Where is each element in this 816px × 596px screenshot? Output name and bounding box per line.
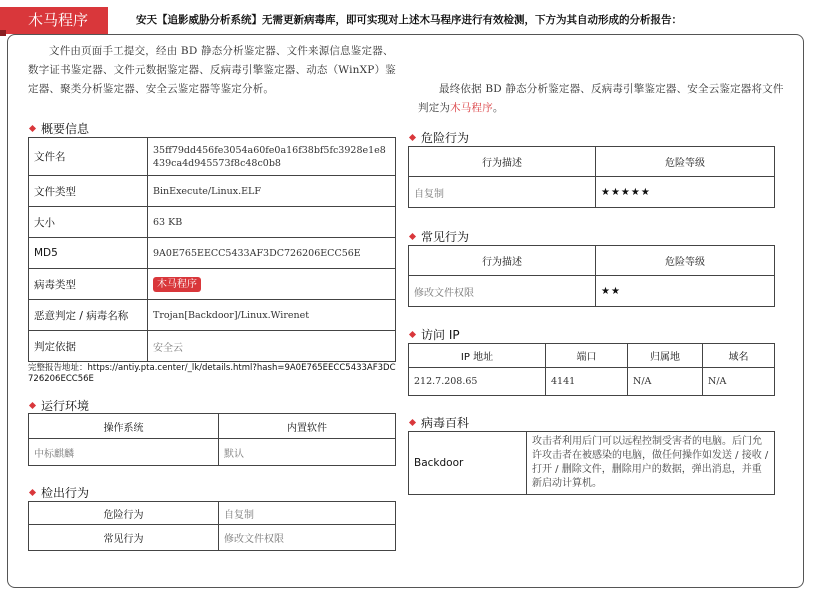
table-row bbox=[409, 432, 775, 495]
intro-right: 最终依据 BD 静态分析鉴定器、反病毒引擎鉴定器、安全云鉴定器将文件判定为木马程序。 bbox=[418, 83, 784, 114]
common-table bbox=[408, 245, 775, 307]
table-row bbox=[409, 177, 775, 208]
port-value: 4141 bbox=[546, 368, 628, 396]
table-header-row bbox=[29, 414, 396, 439]
os-value: 中标麒麟 bbox=[29, 439, 219, 466]
bullet-icon bbox=[29, 125, 36, 132]
col-software: 内置软件 bbox=[219, 414, 396, 439]
common-value: 修改文件权限 bbox=[219, 525, 396, 551]
bullet-icon bbox=[409, 134, 416, 141]
table-row bbox=[29, 331, 396, 362]
col-region: 归属地 bbox=[628, 344, 703, 368]
size-label: 大小 bbox=[29, 207, 148, 238]
bullet-icon bbox=[29, 489, 36, 496]
header-banner: 安天【追影威胁分析系统】无需更新病毒库，即可实现对上述木马程序进行有效检测，下方为其自动形成的分析报告： bbox=[136, 14, 682, 26]
category-tag: 木马程序 bbox=[0, 7, 108, 34]
domain-value: N/A bbox=[703, 368, 775, 396]
file-type-value: BinExecute/Linux.ELF bbox=[148, 176, 396, 207]
basis-value: 安全云 bbox=[148, 331, 396, 362]
danger-table bbox=[408, 146, 775, 208]
report-link[interactable]: 完整报告地址：https://antiy.pta.center/_lk/details.html?hash=9A0E765EECC5433AF3DC726206ECC56E bbox=[28, 363, 396, 384]
wiki-title: 病毒百科 bbox=[408, 414, 469, 431]
intro-paragraph-1: 文件由页面手工提交，经由 BD 静态分析鉴定器、文件来源信息鉴定器、数字证书鉴定器、文件元数据鉴定器、反病毒引擎鉴定器、动态（WinXP）鉴定器、聚类分析鉴定器、安全云鉴定器等鉴定分析。 bbox=[28, 45, 396, 95]
verdict-highlight: 木马程序 bbox=[450, 102, 493, 114]
bullet-icon bbox=[29, 402, 36, 409]
ip-table bbox=[408, 343, 775, 396]
common-label: 常见行为 bbox=[29, 525, 219, 551]
table-row bbox=[29, 176, 396, 207]
malicious-label: 恶意判定 / 病毒名称 bbox=[29, 300, 148, 331]
table-row bbox=[409, 276, 775, 307]
danger-title: 危险行为 bbox=[408, 129, 469, 146]
col-level: 危险等级 bbox=[596, 147, 775, 177]
table-header-row bbox=[409, 147, 775, 177]
overview-title: 概要信息 bbox=[28, 120, 89, 137]
file-name-value: 35ff79dd456fe3054a60fe0a16f38bf5fc3928e1e8439ca4d945573f8c48c0b8 bbox=[148, 138, 396, 176]
ip-value: 212.7.208.65 bbox=[409, 368, 546, 396]
col-port: 端口 bbox=[546, 344, 628, 368]
col-domain: 域名 bbox=[703, 344, 775, 368]
table-header-row bbox=[409, 344, 775, 368]
danger-level-stars: ★★★★★ bbox=[596, 177, 775, 208]
md5-value: 9A0E765EECC5433AF3DC726206ECC56E bbox=[148, 238, 396, 269]
overview-table bbox=[28, 137, 396, 362]
col-os: 操作系统 bbox=[29, 414, 219, 439]
bullet-icon bbox=[409, 233, 416, 240]
bullet-icon bbox=[409, 331, 416, 338]
virus-type-label: 病毒类型 bbox=[29, 269, 148, 300]
detect-table bbox=[28, 501, 396, 551]
common-level-stars: ★★ bbox=[596, 276, 775, 307]
runtime-title: 运行环境 bbox=[28, 397, 89, 414]
table-row bbox=[29, 138, 396, 176]
table-row bbox=[29, 300, 396, 331]
table-row bbox=[409, 368, 775, 396]
virus-type-badge: 木马程序 bbox=[153, 277, 201, 292]
col-desc: 行为描述 bbox=[409, 147, 596, 177]
malicious-value: Trojan[Backdoor]/Linux.Wirenet bbox=[148, 300, 396, 331]
runtime-table bbox=[28, 413, 396, 466]
table-row bbox=[29, 525, 396, 551]
danger-value: 自复制 bbox=[219, 502, 396, 525]
col-ip: IP 地址 bbox=[409, 344, 546, 368]
common-title: 常见行为 bbox=[408, 228, 469, 245]
detect-title: 检出行为 bbox=[28, 484, 89, 501]
intro-left bbox=[28, 42, 396, 99]
danger-desc: 自复制 bbox=[409, 177, 596, 208]
md5-label: MD5 bbox=[29, 238, 148, 269]
danger-label: 危险行为 bbox=[29, 502, 219, 525]
col-level: 危险等级 bbox=[596, 246, 775, 276]
software-value: 默认 bbox=[219, 439, 396, 466]
table-row bbox=[29, 439, 396, 466]
wiki-desc: 攻击者利用后门可以远程控制受害者的电脑。后门允许攻击者在被感染的电脑，做任何操作如发送 / 接收 / 打开 / 删除文件，删除用户的数据，弹出消息，并重新启动计算机。 bbox=[527, 432, 775, 495]
ip-title: 访问 IP bbox=[408, 326, 460, 343]
table-row bbox=[29, 502, 396, 525]
table-row bbox=[29, 207, 396, 238]
wiki-table bbox=[408, 431, 775, 495]
table-row bbox=[29, 238, 396, 269]
wiki-name: Backdoor bbox=[409, 432, 527, 495]
size-value: 63 KB bbox=[148, 207, 396, 238]
region-value: N/A bbox=[628, 368, 703, 396]
file-type-label: 文件类型 bbox=[29, 176, 148, 207]
common-desc: 修改文件权限 bbox=[409, 276, 596, 307]
col-desc: 行为描述 bbox=[409, 246, 596, 276]
bullet-icon bbox=[409, 419, 416, 426]
table-header-row bbox=[409, 246, 775, 276]
intro-paragraph-2: 最终依据 BD 静态分析鉴定器、反病毒引擎鉴定器、安全云鉴定器将文件判定为 bbox=[418, 83, 784, 114]
tag-fold bbox=[0, 30, 6, 36]
table-row bbox=[29, 269, 396, 300]
basis-label: 判定依据 bbox=[29, 331, 148, 362]
file-name-label: 文件名 bbox=[29, 138, 148, 176]
